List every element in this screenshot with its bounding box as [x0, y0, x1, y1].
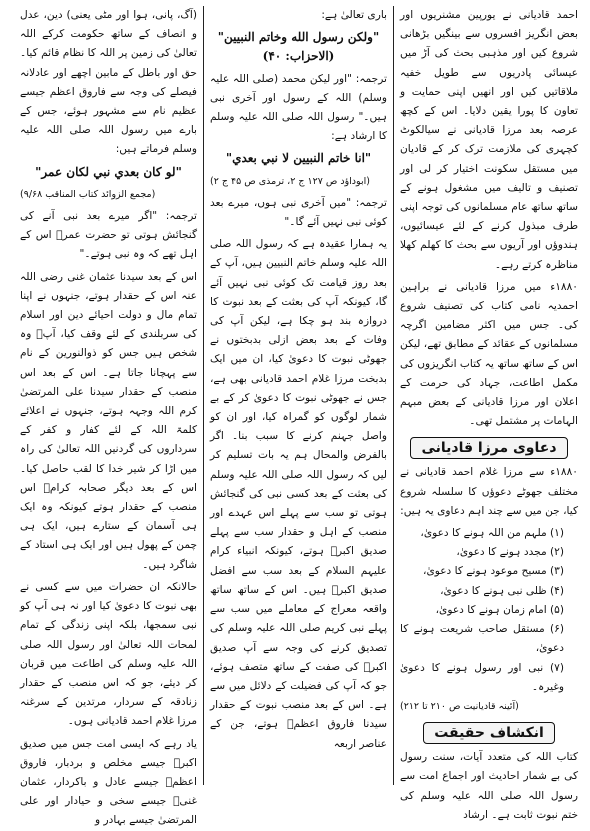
- paragraph: باری تعالیٰ ہے:: [321, 9, 387, 21]
- list-item: (۵) امام زمان ہونے کا دعویٰ،: [435, 603, 564, 616]
- heading-label: انکشاف حقیقت: [423, 722, 555, 744]
- arabic-hadith: "انا خاتم النبيين لا نبي بعدي": [225, 151, 372, 166]
- column-middle: [204, 6, 394, 785]
- list-item: (۴) ظلی نبی ہونے کا دعویٰ،: [440, 584, 564, 597]
- reference: (آئینہ قادیانیت ص ۲۱۰ تا ۲۱۲): [400, 700, 519, 712]
- paragraph: ترجمہ: "اور لیکن محمد (صلی اللہ علیہ وسلم) اللہ کے رسول اور آخری نبی ہیں۔" رسول اللہ صلی اللہ علیہ وسلم کا ارشاد ہے:: [210, 72, 387, 143]
- list-item: (۲) مجدد ہونے کا دعویٰ،: [456, 546, 564, 559]
- heading-label: دعاوی مرزا قادیانی: [410, 437, 567, 459]
- paragraph: ترجمہ: "میں آخری نبی ہوں، میرے بعد کوئی نبی نہیں آئے گا۔": [210, 196, 387, 229]
- paragraph: ۱۸۸۰ء میں مرزا قادیانی نے براہین احمدیہ نامی کتاب کی تصنیف شروع کی۔ جس میں اکثر مضامین اگرچہ مسلمانوں کے عقائد کے مطابق تھے، لیکن اس کے ساتھ ساتھ یہ کتاب انگریزوں کی مکمل اطاعت، جہاد کی حرمت کے اعلان اور مرزا قادیانی کے بعض مبہم الہامات پر مشتمل تھی۔: [400, 280, 578, 428]
- reference: (ابوداؤد ص ۱۲۷ ج ۲، ترمذی ص ۴۵ ج ۲): [210, 175, 370, 187]
- paragraph: احمد قادیانی نے یورپین مشنریوں اور بعض انگریز افسروں سے بینگیں بڑھانی شروع کیں اور مذہبی بحث کی آڑ میں عیسائی پادریوں سے طویل خفیہ ملاقاتیں کیں اور انھیں اپنی حمایت و تعاون کا پورا یقین دلایا۔ اس کے کچھ عرصہ بعد مرزا قادیانی نے سیالکوٹ کچہری کی ملازمت ترک کر کے قادیان میں مستقل سکونت اختیار کر لی اور تصنیف و تالیف میں مشغول ہونے کے ساتھ ساتھ عام مسلمانوں کی توجہ اپنی طرف مبذول کرنے کے لئے عیسائیوں، ہندوؤں اور آریوں سے بحث کا کھلم کھلا مناظرہ کرتے رہے۔: [400, 9, 578, 271]
- paragraph: (آگ، پانی، ہوا اور مٹی یعنی) دین، عدل و انصاف کے ساتھ حکومت کرکے اللہ تعالیٰ کی زمین پر اللہ کا نظام قائم کیا۔ حق اور باطل کے مابین اچھے اور عادلانہ فیصلے کی وجہ سے فاروق اعظم جیسے عظیم نام سے مشہور ہوئے، جس کے بارے میں رسول اللہ صلی اللہ علیہ وسلم فرماتے ہیں:: [20, 9, 197, 156]
- reference: (مجمع الزوائد کتاب المناقب ۹/۶۸): [20, 188, 156, 200]
- list-item: (۱) ملہم من اللہ ہونے کا دعویٰ،: [420, 527, 564, 540]
- claims-list: [400, 524, 578, 697]
- arabic-verse: "ولكن رسول الله وخاتم النبيين" (الاحزاب: ۴۰): [217, 30, 380, 64]
- list-item: (۶) مستقل صاحب شریعت ہونے کا دعویٰ،: [400, 623, 564, 655]
- column-left: [14, 6, 204, 827]
- paragraph: یاد رہے کہ ایسی امت جس میں صدیق اکبرؓ جیسے مخلص و بردبار، فاروق اعظمؓ جیسے عادل و باکردار، عثمان غنیؓ جیسے سخی و حیادار اور علی المرتضیٰ جیسے بہادر و: [20, 737, 197, 827]
- paragraph: ۱۸۸۰ء سے مرزا غلام احمد قادیانی نے مختلف جھوٹے دعوؤں کا سلسلہ شروع کیا، جن میں سے چند اہم دعاوی یہ ہیں:: [400, 466, 578, 517]
- list-item: (۳) مسیح موعود ہونے کا دعویٰ،: [423, 565, 564, 578]
- paragraph: یہ ہمارا عقیدہ ہے کہ رسول اللہ صلی اللہ علیہ وسلم خاتم النبیین ہیں، آپ کے بعد روز قیامت تک کوئی نبی نہیں آئے گا، کیونکہ آپ کی بعثت کے بعد نبوت کا دروازہ بند ہو چکا ہے، لیکن آپ کی وفات کے بعد بعض ازلی بدبختوں نے جھوٹی نبوت کا دعویٰ کیا، ان میں ایک بدبخت مرزا غلام احمد قادیانی بھی ہے، جس نے جھوٹی نبوت کا دعویٰ کر کے بے شمار لوگوں کو گمراہ کیا، اور ان کو واصل جہنم کرنے کا سبب بنا۔ اگر بالفرض والمحال ہم یہ بات تسلیم کر لیں کہ رسول اللہ صلی اللہ علیہ وسلم کی بعثت کے بعد کسی نبی کی گنجائش ہوتی تو سب سے پہلے اس عہدے اور منصب کے اہل و حقدار سب سے پہلے صدیق اکبرؓ ہوتے، کیونکہ انبیاء کرام علیہم السلام کے بعد سب سے افضل صدیق اکبرؓ ہیں۔ اس کے ساتھ ساتھ واقعہ معراج کے معاملے میں سب سے پہلے نبی کریم صلی اللہ علیہ وسلم کی تصدیق کرنے کی وجہ سے آپ صدیق اکبرؓ کی صفت کے ساتھ متصف ہوئے، جو کہ آپ کی فضیلت کے دلائل میں سے ہے۔ اس کے بعد منصب نبوت کے حقدار سیدنا فاروق اعظمؓ ہوتے، جن کے عناصر اربعہ: [210, 238, 387, 750]
- paragraph: اس کے بعد سیدنا عثمان غنی رضی اللہ عنہ اس کے حقدار ہوتے، جنہوں نے اپنا تمام مال و دولت احیائے دین اور اسلام کی سربلندی کے لئے وقف کیا، آپؓ وہ شخص ہیں جس کو ذوالنورین کے نام سے پہچانا جاتا ہے۔ اس کے بعد اس منصب کے حقدار سیدنا علی المرتضیٰ کرم اللہ وجہہ ہوتے، جنہوں نے اعلائے کلمۃ اللہ کے لئے کفار و کفر کے سرداروں کی گردنیں اللہ تعالیٰ کی راہ میں اڑا کر شیر خدا کا لقب حاصل کیا۔ اس کے بعد دیگر صحابہ کرامؓ اس منصب کے حقدار ہوتے کیونکہ وہ ایک ہی آسمان کے ستارے ہیں، ایک ہی چمن کے پھول ہیں اور ایک ہی استاد کے شاگرد ہیں۔: [20, 270, 197, 571]
- paragraph: کتاب اللہ کی متعدد آیات، سنت رسول کی بے شمار احادیث اور اجماع امت سے رسول اللہ صلی اللہ علیہ وسلم کی ختم نبوت ثابت ہے۔ ارشاد: [400, 751, 578, 821]
- section-heading: [400, 722, 578, 744]
- section-heading: [400, 437, 578, 459]
- arabic-hadith: "لو كان بعدي نبي لكان عمر": [35, 164, 182, 179]
- paragraph: حالانکہ ان حضرات میں سے کسی نے بھی نبوت کا دعویٰ کیا اور نہ ہی آپ کو نبی سمجھا، بلکہ اپنی زندگی کے تمام لمحات اللہ تعالیٰ اور رسول اللہ صلی اللہ علیہ وسلم کی اطاعت میں قربان کر دیئے، جو کہ اس منصب کے حقدار زنادقہ کے سردار، مرتدین کے سرغنہ مرزا غلام احمد قادیانی ہوں۔: [20, 580, 197, 728]
- list-item: (۷) نبی اور رسول ہونے کا دعویٰ وغیرہ۔: [400, 661, 564, 693]
- paragraph: ترجمہ: "اگر میرے بعد نبی آنے کی گنجائش ہوتی تو حضرت عمرؓ اس کے اہل تھے کہ وہ نبی ہوتے۔": [20, 210, 197, 261]
- column-right: [394, 6, 584, 821]
